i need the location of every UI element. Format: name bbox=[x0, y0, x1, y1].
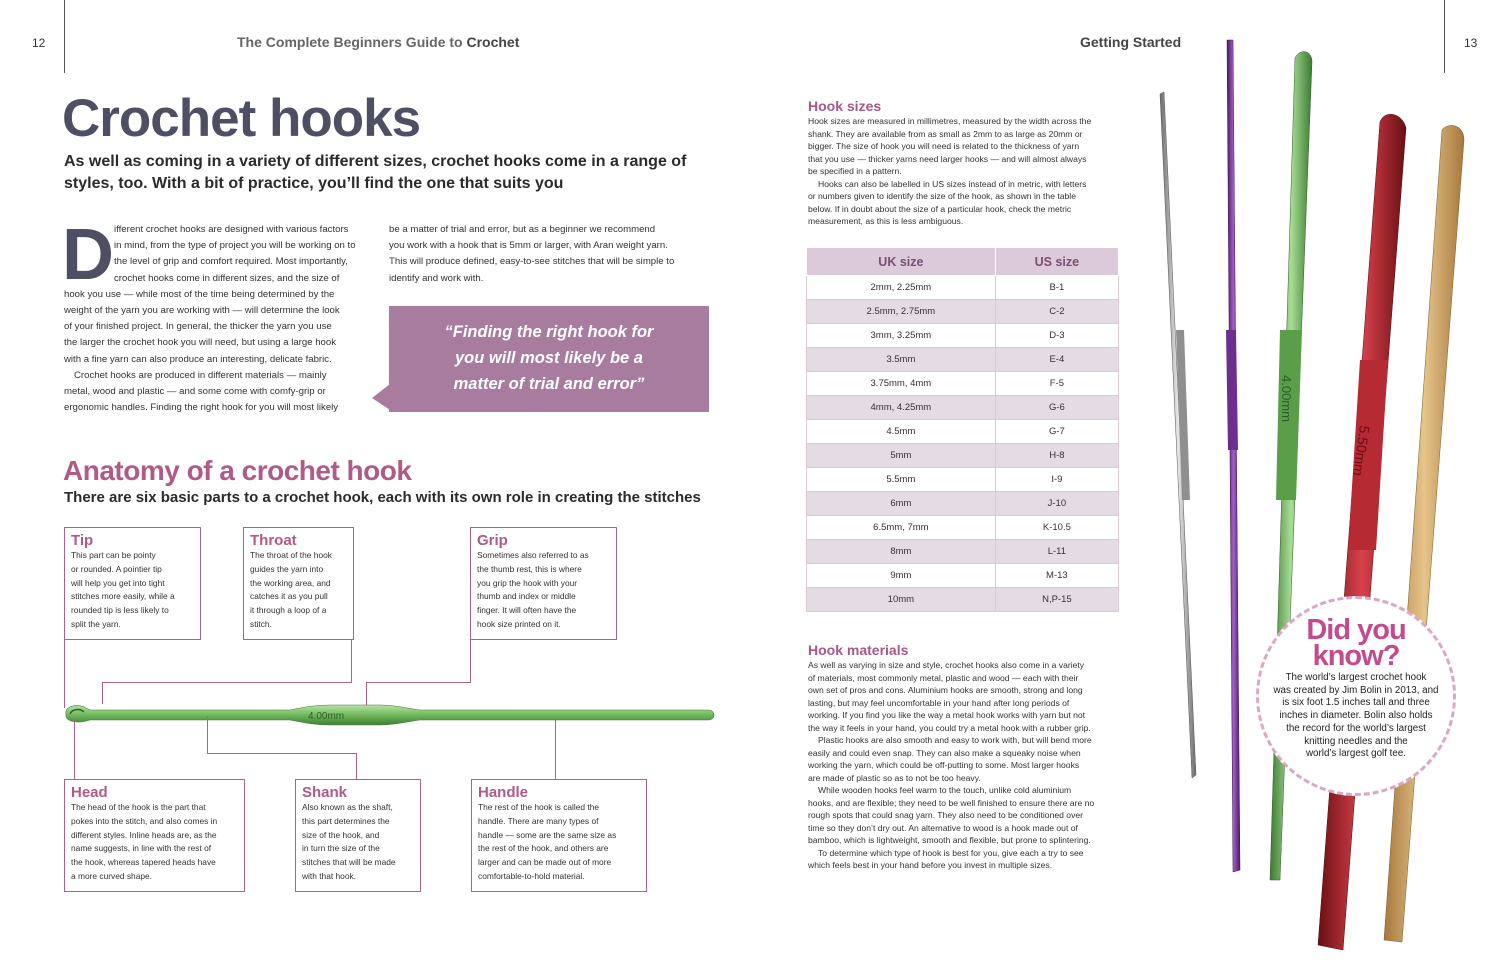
handle-line: handle — some are the same size as bbox=[478, 829, 617, 840]
text-line: As well as varying in size and style, crochet hooks also come in a variety bbox=[808, 660, 1085, 670]
body-line: ifferent crochet hooks are designed with various factors bbox=[114, 224, 349, 235]
text-line: are made of plastic so as to not be too heavy. bbox=[808, 772, 981, 783]
grip-line: Sometimes also referred to as bbox=[477, 550, 589, 560]
throat-heading: Throat bbox=[250, 532, 297, 549]
shank-line: size of the hook, and bbox=[302, 829, 380, 840]
left-header-rule bbox=[64, 0, 65, 73]
did-you-know-heading bbox=[1259, 614, 1453, 672]
text-line: that you use — thicker yarns need larger hooks — and will almost always bbox=[808, 153, 1087, 164]
text-line: bigger. The size of hook you will need is related to the thickness of yarn bbox=[808, 141, 1080, 151]
hook-sizes-heading: Hook sizes bbox=[808, 98, 882, 114]
did-you-know-text bbox=[1273, 672, 1439, 761]
did-line: the record for the world’s largest bbox=[1286, 722, 1426, 734]
grip-connector-h bbox=[366, 682, 471, 683]
body-line: the larger the crochet hook you will need, but using a large hook bbox=[64, 337, 336, 349]
us-size-header: US size bbox=[995, 248, 1118, 276]
left-page-number: 12 bbox=[32, 36, 46, 50]
us-cell: H-8 bbox=[995, 444, 1118, 468]
grip-heading: Grip bbox=[477, 532, 508, 549]
uk-cell: 8mm bbox=[807, 540, 996, 564]
handle-line: The rest of the hook is called the bbox=[478, 802, 600, 812]
head-line: different styles. Inline heads are, as the bbox=[71, 829, 217, 840]
handle-line: comfortable-to-hold material. bbox=[478, 870, 585, 881]
text-line: measurement, as this is less ambiguous. bbox=[808, 216, 964, 226]
table-row bbox=[807, 492, 1119, 516]
purple-hook-grip bbox=[1226, 330, 1238, 450]
us-cell: L-11 bbox=[995, 540, 1118, 564]
text-line: working. If you find you like the way a metal hook works with yarn but not bbox=[808, 710, 1086, 720]
tip-line: This part can be pointy bbox=[71, 550, 156, 560]
drop-cap: D bbox=[62, 215, 114, 295]
did-line: world’s largest golf tee. bbox=[1305, 748, 1407, 760]
hook-sizes-text bbox=[808, 115, 1133, 228]
text-line: To determine which type of hook is best for you, give each a try to see bbox=[818, 847, 1084, 858]
uk-cell: 4mm, 4.25mm bbox=[807, 396, 996, 420]
running-head-plain: The Complete Beginners Guide to bbox=[237, 34, 467, 50]
table-row bbox=[807, 564, 1119, 588]
handle-box bbox=[471, 779, 647, 892]
head-connector bbox=[74, 720, 75, 780]
running-head-bold: Crochet bbox=[466, 34, 520, 50]
shank-connector-v bbox=[207, 716, 208, 754]
grip-connector-up bbox=[470, 640, 471, 683]
us-cell: F-5 bbox=[995, 372, 1118, 396]
shank-connector-h bbox=[207, 753, 357, 754]
shank-line: stitches that will be made bbox=[302, 857, 396, 868]
tip-line: or rounded. A pointier tip bbox=[71, 563, 162, 574]
uk-cell: 2.5mm, 2.75mm bbox=[807, 300, 996, 324]
did-you-know-heading-1: Did you bbox=[1306, 614, 1406, 646]
body-line: crochet hooks come in different sizes, and the size of bbox=[114, 272, 340, 284]
text-line: which feels best in your hand before you invest in multiple sizes. bbox=[808, 860, 1053, 870]
us-cell: I-9 bbox=[995, 468, 1118, 492]
body-line: you work with a hook that is 5mm or larger, with Aran weight yarn. bbox=[389, 240, 668, 252]
purple-hook bbox=[1227, 40, 1240, 872]
shank-line: with that hook. bbox=[302, 870, 357, 881]
head-line: name suggests, in line with the rest of bbox=[71, 843, 212, 854]
shank-line: this part determines the bbox=[302, 815, 390, 826]
hook-size-label: 4.00mm bbox=[308, 711, 345, 722]
head-box bbox=[64, 779, 245, 892]
red-hook-label: 5.50mm bbox=[1349, 424, 1373, 477]
grip-line: thumb and index or middle bbox=[477, 591, 576, 602]
did-you-know-badge bbox=[1256, 596, 1456, 796]
us-cell: D-3 bbox=[995, 324, 1118, 348]
table-row bbox=[807, 396, 1119, 420]
uk-cell: 9mm bbox=[807, 564, 996, 588]
hooks-photo bbox=[1140, 30, 1490, 964]
quote-line: you will most likely be a bbox=[455, 349, 643, 367]
tip-box bbox=[64, 527, 201, 640]
us-cell: M-13 bbox=[995, 564, 1118, 588]
page-title: Crochet hooks bbox=[62, 89, 421, 148]
quote-line: “Finding the right hook for bbox=[444, 323, 654, 341]
metal-hook bbox=[1160, 92, 1196, 778]
head-line: The head of the hook is the part that bbox=[71, 802, 206, 812]
uk-cell: 10mm bbox=[807, 588, 996, 612]
table-row bbox=[807, 540, 1119, 564]
head-line: pokes into the stitch, and also comes in bbox=[71, 815, 218, 826]
tip-heading: Tip bbox=[71, 532, 94, 549]
body-line: with a fine yarn can also produce an interesting, delicate fabric. bbox=[64, 353, 332, 365]
us-cell: B-1 bbox=[995, 276, 1118, 300]
us-cell: N,P-15 bbox=[995, 588, 1118, 612]
grip-line: you grip the hook with your bbox=[477, 577, 578, 588]
did-line: inches in diameter. Bolin also holds bbox=[1279, 710, 1433, 722]
us-cell: J-10 bbox=[995, 492, 1118, 516]
uk-cell: 6mm bbox=[807, 492, 996, 516]
did-line: knitting needles and the bbox=[1304, 735, 1408, 747]
hook-materials-text bbox=[808, 659, 1138, 872]
grip-line: hook size printed on it. bbox=[477, 618, 561, 629]
head-heading: Head bbox=[71, 784, 108, 801]
shank-line: Also known as the shaft, bbox=[302, 802, 393, 812]
table-row bbox=[807, 372, 1119, 396]
text-line: rough spots that could snag yarn. They also need to be conditioned over bbox=[808, 810, 1084, 820]
body-line: weight of the yarn you are working with — will determine the look bbox=[64, 305, 340, 317]
body-line: of your finished project. In general, the thicker the yarn you use bbox=[64, 321, 332, 333]
grip-line: finger. It will often have the bbox=[477, 605, 577, 616]
hook-materials-heading: Hook materials bbox=[808, 642, 909, 658]
head-line: a more curved shape. bbox=[71, 870, 153, 881]
text-line: Hook sizes are measured in millimetres, measured by the width across the bbox=[808, 116, 1092, 126]
shank-heading: Shank bbox=[302, 784, 348, 801]
tip-line: stitches more easily, while a bbox=[71, 591, 175, 602]
text-line: bamboo, which is lightweight, smooth and flexible, but prone to splintering. bbox=[808, 835, 1091, 845]
handle-line: the rest of the hook, and others are bbox=[478, 843, 609, 854]
us-cell: C-2 bbox=[995, 300, 1118, 324]
body-line: hook you use — while most of the time being determined by the bbox=[64, 288, 335, 300]
quote-tail bbox=[372, 384, 390, 410]
tip-line: will help you get into tight bbox=[71, 577, 165, 588]
text-line: While wooden hooks feel warm to the touch, unlike cold aluminium bbox=[818, 785, 1072, 795]
left-running-head bbox=[237, 34, 519, 50]
shank-connector-down bbox=[356, 753, 357, 780]
text-line: lasting, but may feel uncomfortable in your hand after long periods of bbox=[808, 697, 1070, 708]
text-line: working the yarn, which could be off-putting to some. Most larger hooks bbox=[808, 760, 1080, 770]
handle-heading: Handle bbox=[478, 784, 529, 801]
throat-line: catches it as you pull bbox=[250, 591, 328, 602]
body-column-2 bbox=[389, 222, 709, 287]
throat-line: guides the yarn into bbox=[250, 563, 324, 574]
body-line: identify and work with. bbox=[389, 272, 484, 284]
right-page-number: 13 bbox=[1464, 36, 1478, 50]
text-line: be specified in a pattern. bbox=[808, 166, 902, 176]
throat-line: The throat of the hook bbox=[250, 550, 332, 560]
uk-cell: 3.75mm, 4mm bbox=[807, 372, 996, 396]
intro-text: As well as coming in a variety of different sizes, crochet hooks come in a range of styles, too. With a bit of practice, you’ll find the one that suits you bbox=[64, 153, 687, 192]
head-line: the hook, whereas tapered heads have bbox=[71, 857, 216, 868]
table-row bbox=[807, 348, 1119, 372]
uk-cell: 3mm, 3.25mm bbox=[807, 324, 996, 348]
did-line: The world’s largest crochet hook bbox=[1285, 672, 1427, 683]
hook-illustration bbox=[60, 698, 720, 732]
table-row bbox=[807, 516, 1119, 540]
text-line: of materials, most commonly metal, plastic and wood — each with their bbox=[808, 672, 1079, 683]
throat-line: it through a loop of a bbox=[250, 605, 327, 616]
text-line: the way it feels in your hand, you could try a metal hook with a rubber grip. bbox=[808, 722, 1091, 733]
text-line: shank. They are available from as small as 2mm to as large as 20mm or bbox=[808, 128, 1083, 139]
handle-connector bbox=[555, 720, 556, 780]
anatomy-title: Anatomy of a crochet hook bbox=[63, 455, 412, 486]
us-cell: G-6 bbox=[995, 396, 1118, 420]
did-line: was created by Jim Bolin in 2013, and bbox=[1273, 684, 1439, 696]
body-line: ergonomic handles. Finding the right hook for you will most likely bbox=[64, 402, 339, 414]
size-table bbox=[806, 247, 1119, 612]
table-row bbox=[807, 324, 1119, 348]
uk-cell: 3.5mm bbox=[807, 348, 996, 372]
uk-cell: 4.5mm bbox=[807, 420, 996, 444]
did-you-know-heading-2: know? bbox=[1312, 640, 1400, 672]
table-row bbox=[807, 588, 1119, 612]
throat-connector-h bbox=[102, 682, 352, 683]
body-line: the level of grip and comfort required. Most importantly, bbox=[114, 256, 348, 268]
throat-line: the working area, and bbox=[250, 577, 331, 588]
shank-box bbox=[295, 779, 421, 892]
tip-line: split the yarn. bbox=[71, 618, 121, 629]
text-line: own set of pros and cons. Aluminium hooks are smooth, strong and long bbox=[808, 685, 1083, 695]
uk-size-header: UK size bbox=[807, 248, 996, 276]
us-cell: E-4 bbox=[995, 348, 1118, 372]
body-line: Crochet hooks are produced in different materials — mainly bbox=[74, 369, 327, 381]
handle-line: larger and can be made out of more bbox=[478, 857, 612, 868]
table-header-row bbox=[807, 248, 1119, 276]
table-row bbox=[807, 468, 1119, 492]
table-row bbox=[807, 276, 1119, 300]
right-running-head: Getting Started bbox=[1080, 34, 1182, 50]
uk-cell: 5mm bbox=[807, 444, 996, 468]
text-line: Plastic hooks are also smooth and easy to work with, but will bend more bbox=[818, 735, 1092, 745]
table-row bbox=[807, 444, 1119, 468]
quote-line: matter of trial and error” bbox=[453, 375, 645, 393]
anatomy-subtitle: There are six basic parts to a crochet hook, each with its own role in creating the stitches bbox=[64, 489, 701, 506]
text-line: Hooks can also be labelled in US sizes instead of in metric, with letters bbox=[818, 178, 1087, 189]
throat-box bbox=[243, 527, 354, 640]
throat-connector-up bbox=[351, 640, 352, 683]
us-cell: G-7 bbox=[995, 420, 1118, 444]
shank-line: in turn the size of the bbox=[302, 843, 380, 854]
text-line: below. If in doubt about the size of a particular hook, check the metric bbox=[808, 203, 1072, 214]
text-line: easily and could even snap. They can also make a squeaky noise when bbox=[808, 747, 1081, 758]
uk-cell: 5.5mm bbox=[807, 468, 996, 492]
body-line: in mind, from the type of project you will be working on to bbox=[114, 240, 356, 252]
hook-body bbox=[66, 705, 714, 725]
body-line: metal, wood and plastic — and some come with comfy-grip or bbox=[64, 386, 326, 398]
pull-quote bbox=[389, 306, 709, 412]
grip-line: the thumb rest, this is where bbox=[477, 563, 582, 574]
text-line: time so they don’t dry out. An alternative to wood is a hook made out of bbox=[808, 822, 1078, 833]
text-line: hooks, and are flexible; they need to be well finished to ensure there are no bbox=[808, 797, 1095, 808]
text-line: or numbers given to identify the size of the hook, as shown in the table bbox=[808, 191, 1076, 201]
throat-line: stitch. bbox=[250, 618, 272, 629]
table-row bbox=[807, 300, 1119, 324]
body-line: be a matter of trial and error, but as a beginner we recommend bbox=[389, 224, 656, 235]
tip-line: rounded tip is less likely to bbox=[71, 605, 169, 616]
did-line: is six foot 1.5 inches tall and three bbox=[1282, 697, 1430, 709]
grip-box bbox=[470, 527, 617, 640]
body-column-1 bbox=[62, 215, 376, 416]
green-hook-label: 4.00mm bbox=[1279, 375, 1294, 422]
body-line: This will produce defined, easy-to-see stitches that will be simple to bbox=[389, 256, 675, 268]
us-cell: K-10.5 bbox=[995, 516, 1118, 540]
handle-line: handle. There are many types of bbox=[478, 815, 599, 826]
table-row bbox=[807, 420, 1119, 444]
uk-cell: 6.5mm, 7mm bbox=[807, 516, 996, 540]
uk-cell: 2mm, 2.25mm bbox=[807, 276, 996, 300]
